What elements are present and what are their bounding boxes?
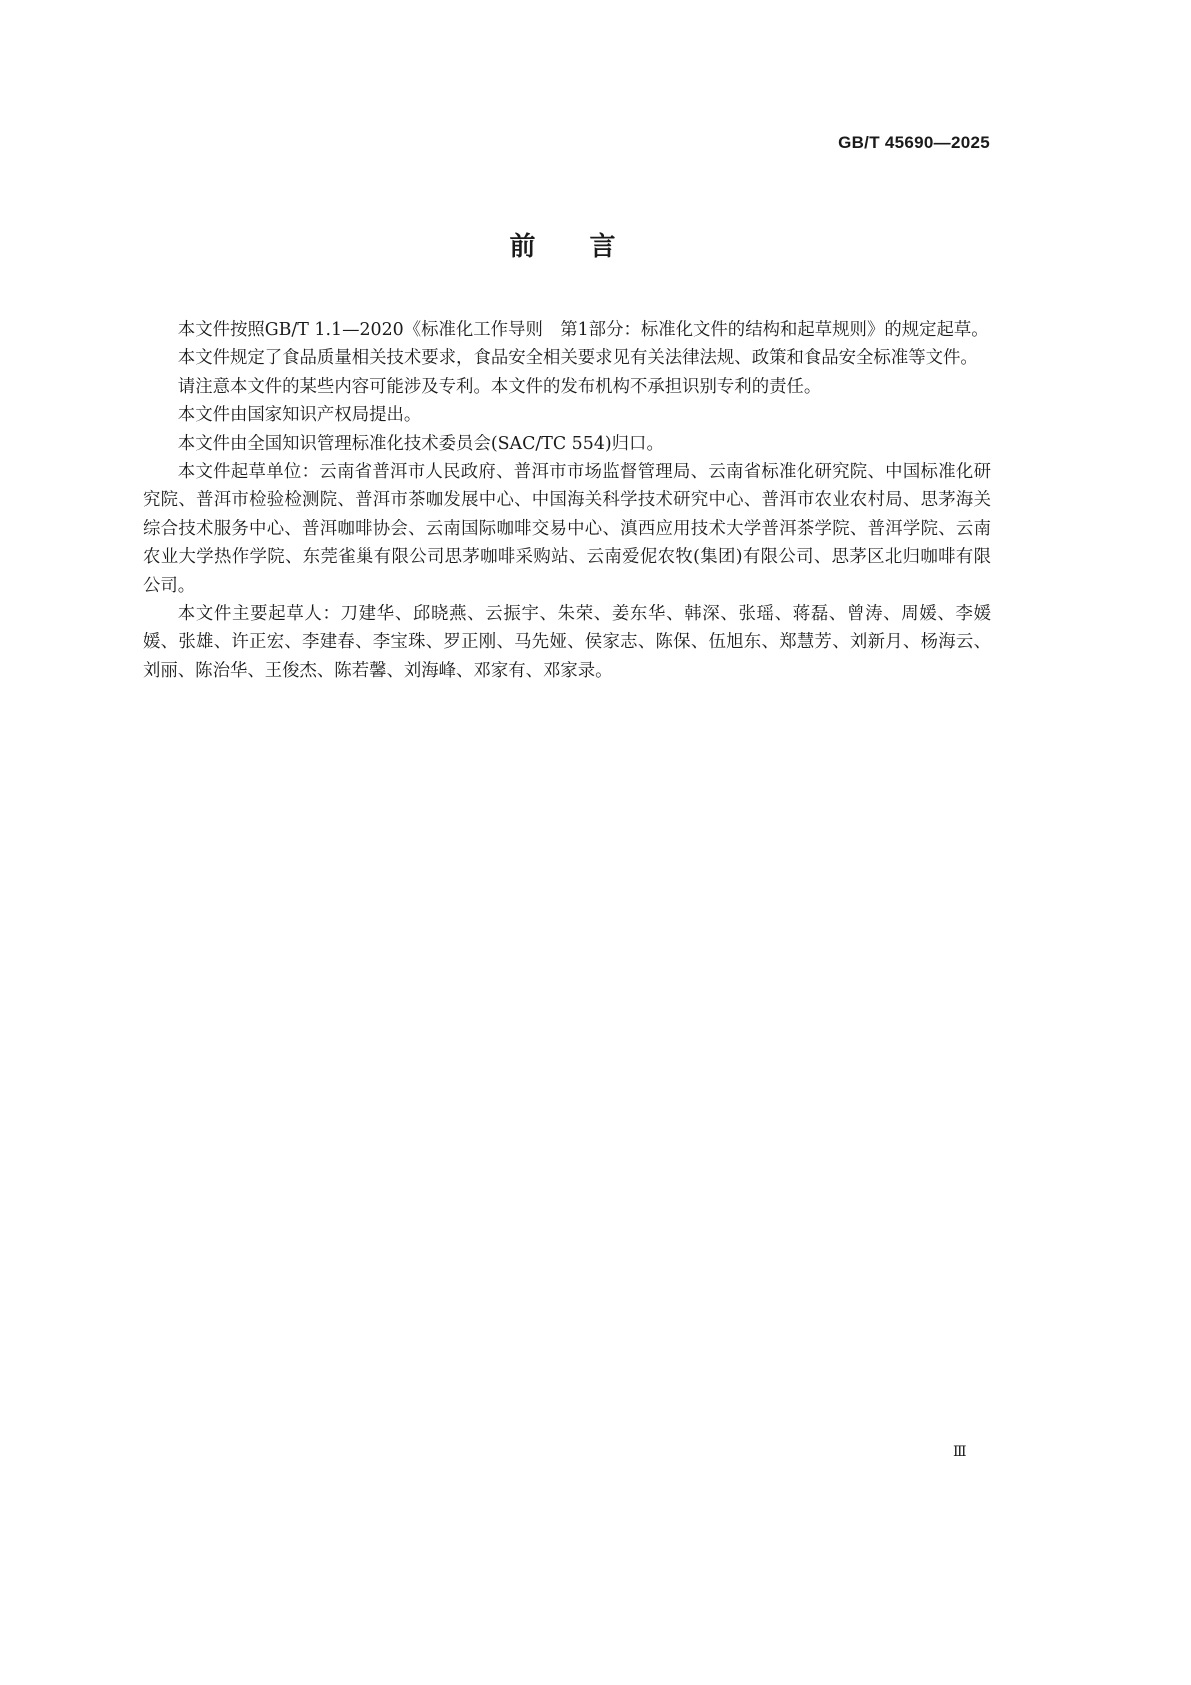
page-number: Ⅲ — [953, 1444, 967, 1460]
paragraph-drafting-units: 本文件起草单位：云南省普洱市人民政府、普洱市市场监督管理局、云南省标准化研究院、中国标准化研究院、普洱市检验检测院、普洱市茶咖发展中心、中国海关科学技术研究中心、普洱市农业农村局、思茅海关综合技术服务中心、普洱咖啡协会、云南国际咖啡交易中心、滇西应用技术大学普洱茶学院、普洱学院、云南农业大学热作学院、东莞雀巢有限公司思茅咖啡采购站、云南爱伲农牧(集团)有限公司、思茅区北归咖啡有限公司。 — [143, 462, 991, 596]
paragraph-drafters: 本文件主要起草人：刀建华、邱晓燕、云振宇、朱荣、姜东华、韩深、张瑶、蒋磊、曾涛、周媛、李媛媛、张雄、许正宏、李建春、李宝珠、罗正刚、马先娅、侯家志、陈保、伍旭东、郑慧芳、刘新月、杨海云、刘丽、陈治华、王俊杰、陈若馨、刘海峰、邓家有、邓家录。 — [143, 604, 991, 681]
page-title: 前言 — [509, 232, 670, 262]
paragraph-scope: 本文件规定了食品质量相关技术要求，食品安全相关要求见有关法律法规、政策和食品安全标准等文件。 — [177, 348, 978, 369]
paragraph-proposer: 本文件由国家知识产权局提出。 — [177, 405, 422, 426]
paragraph-committee: 本文件由全国知识管理标准化技术委员会(SAC/TC 554)归口。 — [177, 433, 664, 454]
paragraph-drafting-rules: 本文件按照GB/T 1.1—2020《标准化工作导则 第1部分：标准化文件的结构和起草规则》的规定起草。 — [177, 320, 989, 340]
foreword-body — [143, 316, 991, 685]
paragraph-patent-notice: 请注意本文件的某些内容可能涉及专利。本文件的发布机构不承担识别专利的责任。 — [177, 376, 822, 397]
standard-number: GB/T 45690—2025 — [838, 133, 990, 152]
